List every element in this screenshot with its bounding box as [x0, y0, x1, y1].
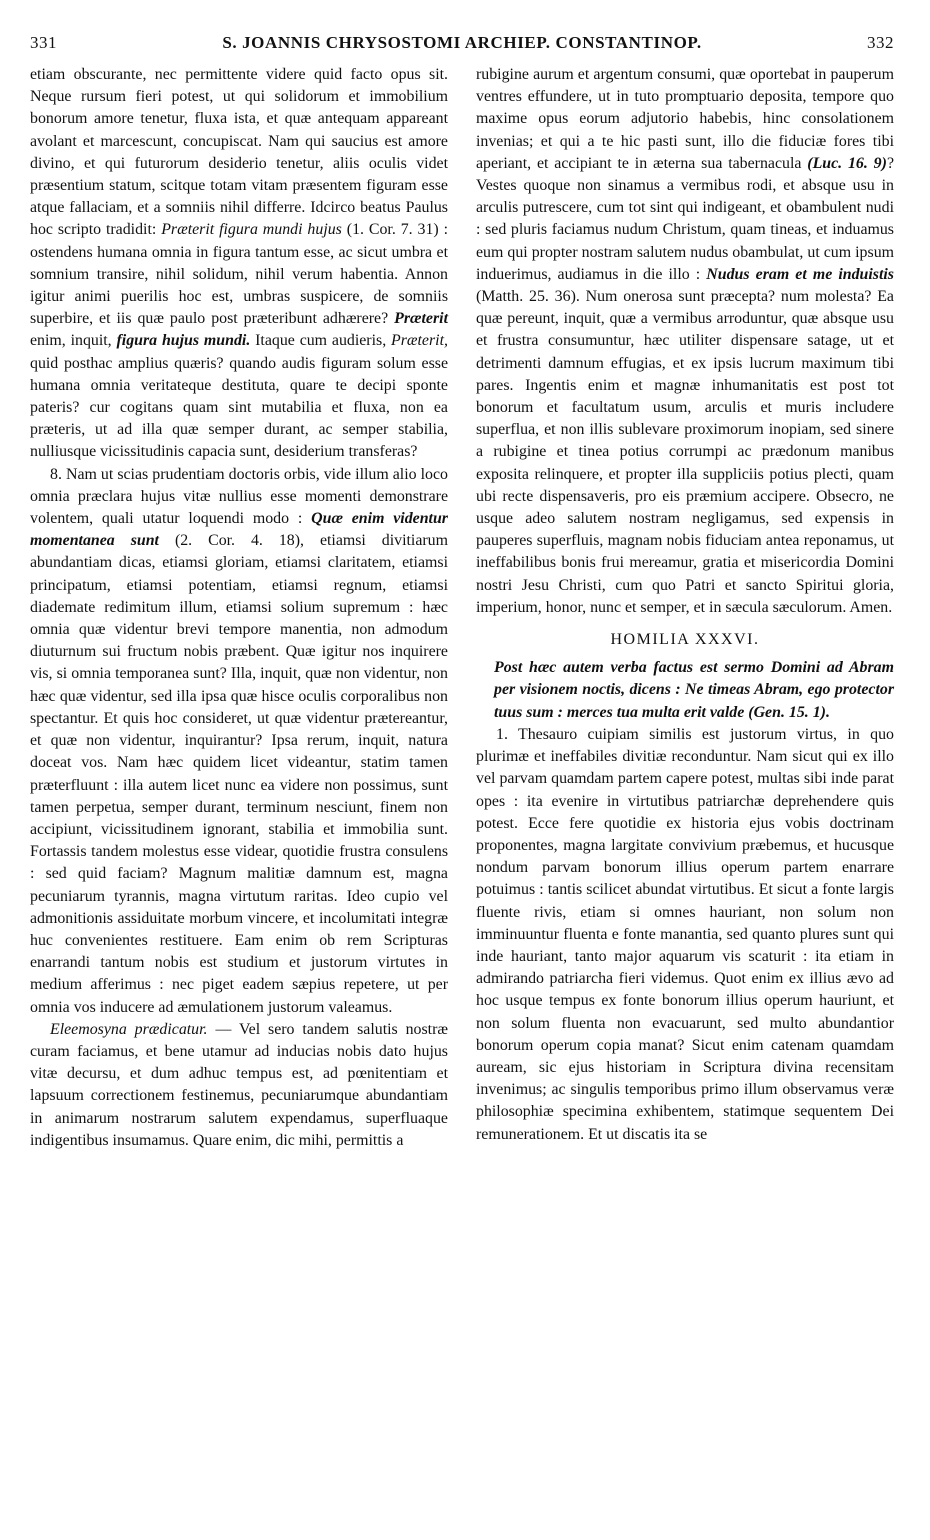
left-paragraph-3: Eleemosyna prædicatur. — Vel sero tandem salutis nostræ curam faciamus, et bene utamur ad inducias nobis dato hujus vitæ decursu, et dum adhuc tempus est, ad pœnitentiam et lapsuum correctionem festinemus, pecuniarumque abundantiam in animarum nostrarum salutem expendamus, superfluaque indigentibus insumamus. Quare enim, dic mihi, permittis a	[30, 1020, 448, 1149]
section-heading-eleemosyna: Eleemosyna prædicatur.	[50, 1020, 208, 1038]
left-paragraph-2: 8. Nam ut scias prudentiam doctoris orbis, vide illum alio loco omnia præclara hujus vitæ nullius esse momenti demonstrare volentem, quali utatur loquendi modo : Quæ enim videntur momentanea sunt (2. Cor. 4. 18), etiamsi divitiarum abundantiam dicas, etiamsi gloriam, etiamsi claritatem, etiamsi principatum, etiamsi potentiam, etiamsi regnum, etiamsi diademate redimitum illum, etiamsi solium supremum : hæc omnia quæ videntur brevi tempore manentia, non admodum diuturnum sui fructum nobis præbent. Quæ igitur nos inquirere vis, si omnia temporanea sunt? Illa, inquit, quæ non videntur, non hæc quæ videntur, sed illa ipsa quæ hisce oculis corporalibus non spectantur. Et quis hoc consideret, ut quæ videntur prætereantur, et quæ non videntur, inquirantur? Ipsa rerum, inquit, natura doceat vos. Nam hæc quidem licet videantur, statim tamen præterfluunt : illa autem licet nunc ea videre non possimus, sunt tamen perpetua, semper durant, terminum nesciunt, finem non accipiunt, vicissitudinem ignorant, stabilia et immobilia sunt. Fortassis tandem molestus esse videar, quotidie frustra consulens : sed quid faciam? Magnum malitiæ damnum est, magna pecuniarum tyrannis, magna virtutum raritas. Ideo cupio vel admonitionis assiduitate morbum vincere, et incolumitati integræ huc convenientes restituere. Eam enim ob rem Scripturas enarrandi tantum nobis est studium et justorum virtutes in medium afferimus : nec piget eadem sæpius repetere, ut per omnia vos inducere ad æmulationem justorum valeamus.	[30, 465, 448, 1016]
page-number-right: 332	[867, 33, 894, 52]
running-title: S. JOANNIS CHRYSOSTOMI ARCHIEP. CONSTANTINOP.	[222, 33, 702, 52]
right-paragraph-2: 1. Thesauro cuipiam similis est justorum virtus, in quo plurimæ et ineffabiles divitiæ reconduntur. Nam sicut qui ex illo vel parvam quamdam partem capere potest, multas sibi inde parat opes : ita evenire in virtutibus patriarchæ deprehendere quis potest. Ecce fere quotidie ex historia ejus vobis doctrinam proponentes, magna largitate convivium præbemus, et hucusque nondum parvam bonorum illius operum partem enarrare potuimus : tantis scilicet abundat virtutibus. Et sicut a fonte largis fluente rivis, etiam si omnes hauriant, non solum non imminuuntur fluenta e fonte manantia, sed quanto plures sunt qui inde hauriant, tanto major aquarum vis scaturit : ita etiam in admirando patriarcha fieri videmus. Quot enim ex illius ævo ad hoc usque tempus ex fonte bonorum illius operum hauriunt, et non solum fluenta non evacuarunt, sed multo abundantior bonorum operum copia manat? Sicut enim catenam quamdam auream, sic ejus historiam in Scriptura divina recensitam invenimus; ac singulis temporibus primo illum observamus veræ philosophiæ specimina exhibentem, statimque sequentem Dei remunerationem. Et ut discatis ita se	[476, 725, 894, 1143]
right-paragraph-1: rubigine aurum et argentum consumi, quæ oportebat in pauperum ventres effundere, ut in tuto promptuario deposita, tempore quo maxime opus eorum adjutorio habebis, hinc consolationem invenias; et qui a te hic pasti sunt, illo die fiduciæ fores tibi aperiant, et accipiant te in æterna sua tabernacula (Luc. 16. 9)? Vestes quoque non sinamus a vermibus rodi, et absque usu in arculis putrescere, cum tot sint qui indigeant, et obambulent nudi : sed pluris faciamus nudum Christum, quam tineas, et induamus eum qui propter nostram salutem nudus obambulat, ut cum ipsum induerimus, audiamus in die illo : Nudus eram et me induistis (Matth. 25. 36). Num onerosa sunt præcepta? num molesta? Ea quæ pereunt, inquit, quæ a vermibus arroduntur, quæ absque usu et frustra consumuntur, hæc utiliter dispensare satage, ut et detrimenti damnum effugias, et ex ipsis lucrum maximum tibi pares. Ingentis enim et magnæ inhumanitatis est post tot bonorum et facultatum usum, arculis et muris includere superflua, et non illis sublevare proximorum inopiam, sed sinere a rubigine et tinea potius corrumpi ac prædonum manibus exposita relinquere, et propter illa suppliciis potius plecti, quam ubi recte dispensaveris, pro eis præmium accipere. Obsecro, ne usque adeo salutem nostram negligamus, sed expensis in pauperes superfluis, magnam nobis fiduciam antea reponamus, ut ineffabilibus bonis frui mereamur, gratia et misericordia Domini nostri Jesu Christi, cum quo Patri et sancto Spiritui gloria, imperium, honor, nunc et semper, et in sæcula sæculorum. Amen.	[476, 66, 894, 616]
homily-title: HOMILIA XXXVI.	[610, 631, 760, 649]
right-column	[476, 64, 894, 1146]
page-number-left: 331	[30, 33, 57, 52]
left-column	[30, 64, 448, 1152]
homily-lemma: Post hæc autem verba factus est sermo Domini ad Abram per visionem noctis, dicens : Ne timeas Abram, ego protector tuus sum : merces tua multa erit valde (Gen. 15. 1).	[494, 659, 894, 721]
running-header	[30, 33, 894, 57]
left-paragraph-1: etiam obscurante, nec permittente videre quid facto opus sit. Neque rursum fieri potest, ut qui solidorum et immobilium bonorum amore tenetur, fluxa ista, et quæ antequam appareant avolant et marcescunt, concupiscat. Nam qui saucius est amore divino, et qui futurorum desiderio tenetur, aliis oculis videt præsentium statum, scitque totam vitam præsentem figuram esse atque fallaciam, et a somniis nihil differre. Idcirco beatus Paulus hoc scripto tradidit: Præterit figura mundi hujus (1. Cor. 7. 31) : ostendens humana omnia in figura tantum esse, ac sicut umbra et somnium transire, nihil solidum, nihil verum habentia. Annon igitur animi puerilis hoc est, umbras suspicere, de somniis superbire, et iis quæ paulo post præteribunt adhærere? Præterit enim, inquit, figura hujus mundi. Itaque cum audieris, Præterit, quid posthac amplius quæris? quando audis figuram solum esse humana omnia veritateque destituta, quare te decipi sponte pateris? cur cogitans quam sint mutabilia et fluxa, non ea præteris, ut ad illa quæ semper durant, ac semper stabilia, nulliusque vicissitudinis capacia sunt, desiderium transferas?	[30, 66, 449, 461]
